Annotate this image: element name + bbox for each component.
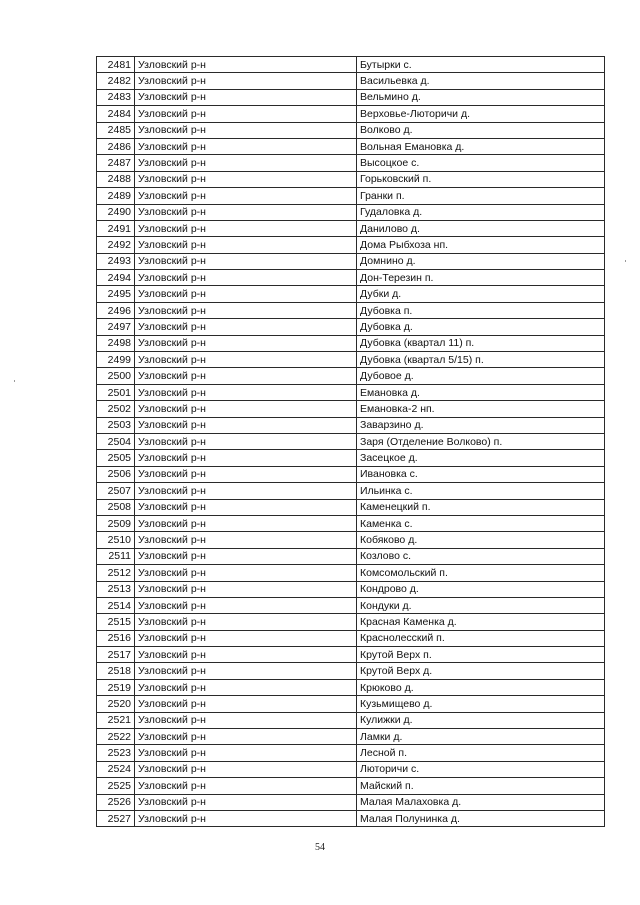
row-number-cell: 2504 — [97, 433, 135, 449]
locality-cell: Дубовка (квартал 5/15) п. — [357, 352, 605, 368]
table-row — [97, 106, 605, 122]
locality-cell: Горьковский п. — [357, 171, 605, 187]
row-number-cell: 2490 — [97, 204, 135, 220]
page-number: 54 — [315, 842, 325, 853]
district-cell: Узловский р-н — [135, 466, 357, 482]
table-row — [97, 433, 605, 449]
locality-cell: Малая Полунинка д. — [357, 810, 605, 826]
district-cell: Узловский р-н — [135, 155, 357, 171]
locality-cell: Козлово с. — [357, 548, 605, 564]
table-row — [97, 532, 605, 548]
row-number-cell: 2517 — [97, 647, 135, 663]
district-cell: Узловский р-н — [135, 745, 357, 761]
table-row — [97, 188, 605, 204]
district-cell: Узловский р-н — [135, 204, 357, 220]
locality-cell: Вельмино д. — [357, 89, 605, 105]
district-cell: Узловский р-н — [135, 335, 357, 351]
row-number-cell: 2502 — [97, 401, 135, 417]
row-number-cell: 2493 — [97, 253, 135, 269]
district-cell: Узловский р-н — [135, 565, 357, 581]
table-row — [97, 237, 605, 253]
locality-cell: Дон-Терезин п. — [357, 270, 605, 286]
district-cell: Узловский р-н — [135, 548, 357, 564]
row-number-cell: 2523 — [97, 745, 135, 761]
district-cell: Узловский р-н — [135, 647, 357, 663]
table-row — [97, 352, 605, 368]
district-cell: Узловский р-н — [135, 286, 357, 302]
table-row — [97, 286, 605, 302]
row-number-cell: 2524 — [97, 761, 135, 777]
row-number-cell: 2498 — [97, 335, 135, 351]
table-row — [97, 712, 605, 728]
table-row — [97, 761, 605, 777]
row-number-cell: 2482 — [97, 73, 135, 89]
district-cell: Узловский р-н — [135, 597, 357, 613]
locality-cell: Засецкое д. — [357, 450, 605, 466]
district-cell: Узловский р-н — [135, 122, 357, 138]
locality-table — [96, 56, 605, 827]
district-cell: Узловский р-н — [135, 138, 357, 154]
locality-cell: Бутырки с. — [357, 57, 605, 73]
district-cell: Узловский р-н — [135, 237, 357, 253]
locality-cell: Люторичи с. — [357, 761, 605, 777]
district-cell: Узловский р-н — [135, 581, 357, 597]
locality-cell: Дубовка (квартал 11) п. — [357, 335, 605, 351]
locality-cell: Краснолесский п. — [357, 630, 605, 646]
locality-cell: Комсомольский п. — [357, 565, 605, 581]
row-number-cell: 2492 — [97, 237, 135, 253]
locality-cell: Кулижки д. — [357, 712, 605, 728]
row-number-cell: 2519 — [97, 679, 135, 695]
locality-cell: Дубки д. — [357, 286, 605, 302]
district-cell: Узловский р-н — [135, 450, 357, 466]
table-row — [97, 663, 605, 679]
locality-cell: Лесной п. — [357, 745, 605, 761]
row-number-cell: 2515 — [97, 614, 135, 630]
district-cell: Узловский р-н — [135, 384, 357, 400]
district-cell: Узловский р-н — [135, 401, 357, 417]
table-row — [97, 647, 605, 663]
district-cell: Узловский р-н — [135, 794, 357, 810]
row-number-cell: 2522 — [97, 729, 135, 745]
row-number-cell: 2520 — [97, 696, 135, 712]
district-cell: Узловский р-н — [135, 483, 357, 499]
locality-cell: Верховье-Люторичи д. — [357, 106, 605, 122]
row-number-cell: 2500 — [97, 368, 135, 384]
locality-cell: Каменецкий п. — [357, 499, 605, 515]
district-cell: Узловский р-н — [135, 319, 357, 335]
table-row — [97, 794, 605, 810]
district-cell: Узловский р-н — [135, 515, 357, 531]
row-number-cell: 2488 — [97, 171, 135, 187]
table-row — [97, 401, 605, 417]
district-cell: Узловский р-н — [135, 171, 357, 187]
district-cell: Узловский р-н — [135, 188, 357, 204]
locality-cell: Волково д. — [357, 122, 605, 138]
locality-cell: Домнино д. — [357, 253, 605, 269]
row-number-cell: 2508 — [97, 499, 135, 515]
table-row — [97, 155, 605, 171]
row-number-cell: 2525 — [97, 778, 135, 794]
district-cell: Узловский р-н — [135, 73, 357, 89]
table-row — [97, 614, 605, 630]
district-cell: Узловский р-н — [135, 253, 357, 269]
locality-cell: Ламки д. — [357, 729, 605, 745]
table-row — [97, 696, 605, 712]
locality-cell: Майский п. — [357, 778, 605, 794]
district-cell: Узловский р-н — [135, 614, 357, 630]
district-cell: Узловский р-н — [135, 433, 357, 449]
row-number-cell: 2510 — [97, 532, 135, 548]
row-number-cell: 2516 — [97, 630, 135, 646]
row-number-cell: 2506 — [97, 466, 135, 482]
row-number-cell: 2497 — [97, 319, 135, 335]
district-cell: Узловский р-н — [135, 729, 357, 745]
row-number-cell: 2481 — [97, 57, 135, 73]
locality-cell: Гудаловка д. — [357, 204, 605, 220]
locality-cell: Заря (Отделение Волково) п. — [357, 433, 605, 449]
locality-cell: Кобяково д. — [357, 532, 605, 548]
locality-cell: Емановка д. — [357, 384, 605, 400]
locality-table-body — [97, 57, 605, 827]
table-row — [97, 778, 605, 794]
locality-cell: Емановка-2 нп. — [357, 401, 605, 417]
table-row — [97, 565, 605, 581]
table-row — [97, 810, 605, 826]
row-number-cell: 2509 — [97, 515, 135, 531]
table-row — [97, 466, 605, 482]
row-number-cell: 2526 — [97, 794, 135, 810]
row-number-cell: 2511 — [97, 548, 135, 564]
row-number-cell: 2512 — [97, 565, 135, 581]
table-row — [97, 73, 605, 89]
locality-cell: Крутой Верх п. — [357, 647, 605, 663]
row-number-cell: 2507 — [97, 483, 135, 499]
table-row — [97, 138, 605, 154]
table-row — [97, 679, 605, 695]
district-cell: Узловский р-н — [135, 532, 357, 548]
locality-cell: Дубовка д. — [357, 319, 605, 335]
district-cell: Узловский р-н — [135, 630, 357, 646]
table-row — [97, 417, 605, 433]
locality-cell: Высоцкое с. — [357, 155, 605, 171]
row-number-cell: 2505 — [97, 450, 135, 466]
district-cell: Узловский р-н — [135, 417, 357, 433]
table-row — [97, 581, 605, 597]
locality-cell: Вольная Емановка д. — [357, 138, 605, 154]
scan-mark-left — [14, 380, 15, 382]
district-cell: Узловский р-н — [135, 712, 357, 728]
table-row — [97, 368, 605, 384]
table-row — [97, 270, 605, 286]
locality-cell: Кузьмищево д. — [357, 696, 605, 712]
locality-cell: Крутой Верх д. — [357, 663, 605, 679]
row-number-cell: 2484 — [97, 106, 135, 122]
row-number-cell: 2499 — [97, 352, 135, 368]
district-cell: Узловский р-н — [135, 663, 357, 679]
locality-cell: Каменка с. — [357, 515, 605, 531]
row-number-cell: 2489 — [97, 188, 135, 204]
district-cell: Узловский р-н — [135, 352, 357, 368]
scan-mark-right — [625, 260, 626, 262]
district-cell: Узловский р-н — [135, 761, 357, 777]
row-number-cell: 2486 — [97, 138, 135, 154]
table-row — [97, 57, 605, 73]
table-row — [97, 335, 605, 351]
table-row — [97, 597, 605, 613]
locality-cell: Красная Каменка д. — [357, 614, 605, 630]
row-number-cell: 2496 — [97, 302, 135, 318]
row-number-cell: 2501 — [97, 384, 135, 400]
table-row — [97, 384, 605, 400]
district-cell: Узловский р-н — [135, 89, 357, 105]
table-row — [97, 253, 605, 269]
table-row — [97, 630, 605, 646]
row-number-cell: 2527 — [97, 810, 135, 826]
district-cell: Узловский р-н — [135, 810, 357, 826]
row-number-cell: 2518 — [97, 663, 135, 679]
district-cell: Узловский р-н — [135, 106, 357, 122]
locality-cell: Ивановка с. — [357, 466, 605, 482]
row-number-cell: 2483 — [97, 89, 135, 105]
row-number-cell: 2513 — [97, 581, 135, 597]
table-row — [97, 450, 605, 466]
district-cell: Узловский р-н — [135, 696, 357, 712]
table-row — [97, 204, 605, 220]
locality-cell: Ильинка с. — [357, 483, 605, 499]
table-row — [97, 319, 605, 335]
locality-cell: Крюково д. — [357, 679, 605, 695]
district-cell: Узловский р-н — [135, 679, 357, 695]
district-cell: Узловский р-н — [135, 499, 357, 515]
table-row — [97, 499, 605, 515]
locality-cell: Кондрово д. — [357, 581, 605, 597]
district-cell: Узловский р-н — [135, 270, 357, 286]
row-number-cell: 2521 — [97, 712, 135, 728]
row-number-cell: 2514 — [97, 597, 135, 613]
table-row — [97, 515, 605, 531]
table-row — [97, 548, 605, 564]
locality-cell: Кондуки д. — [357, 597, 605, 613]
district-cell: Узловский р-н — [135, 368, 357, 384]
table-row — [97, 729, 605, 745]
table-row — [97, 122, 605, 138]
row-number-cell: 2491 — [97, 220, 135, 236]
district-cell: Узловский р-н — [135, 220, 357, 236]
locality-cell: Малая Малаховка д. — [357, 794, 605, 810]
locality-cell: Дубовое д. — [357, 368, 605, 384]
locality-cell: Васильевка д. — [357, 73, 605, 89]
table-row — [97, 220, 605, 236]
row-number-cell: 2495 — [97, 286, 135, 302]
district-cell: Узловский р-н — [135, 778, 357, 794]
table-row — [97, 745, 605, 761]
district-cell: Узловский р-н — [135, 57, 357, 73]
locality-cell: Данилово д. — [357, 220, 605, 236]
row-number-cell: 2485 — [97, 122, 135, 138]
locality-cell: Заварзино д. — [357, 417, 605, 433]
row-number-cell: 2494 — [97, 270, 135, 286]
table-row — [97, 171, 605, 187]
locality-cell: Дома Рыбхоза нп. — [357, 237, 605, 253]
locality-cell: Дубовка п. — [357, 302, 605, 318]
table-row — [97, 89, 605, 105]
table-row — [97, 302, 605, 318]
district-cell: Узловский р-н — [135, 302, 357, 318]
row-number-cell: 2503 — [97, 417, 135, 433]
table-row — [97, 483, 605, 499]
row-number-cell: 2487 — [97, 155, 135, 171]
locality-cell: Гранки п. — [357, 188, 605, 204]
